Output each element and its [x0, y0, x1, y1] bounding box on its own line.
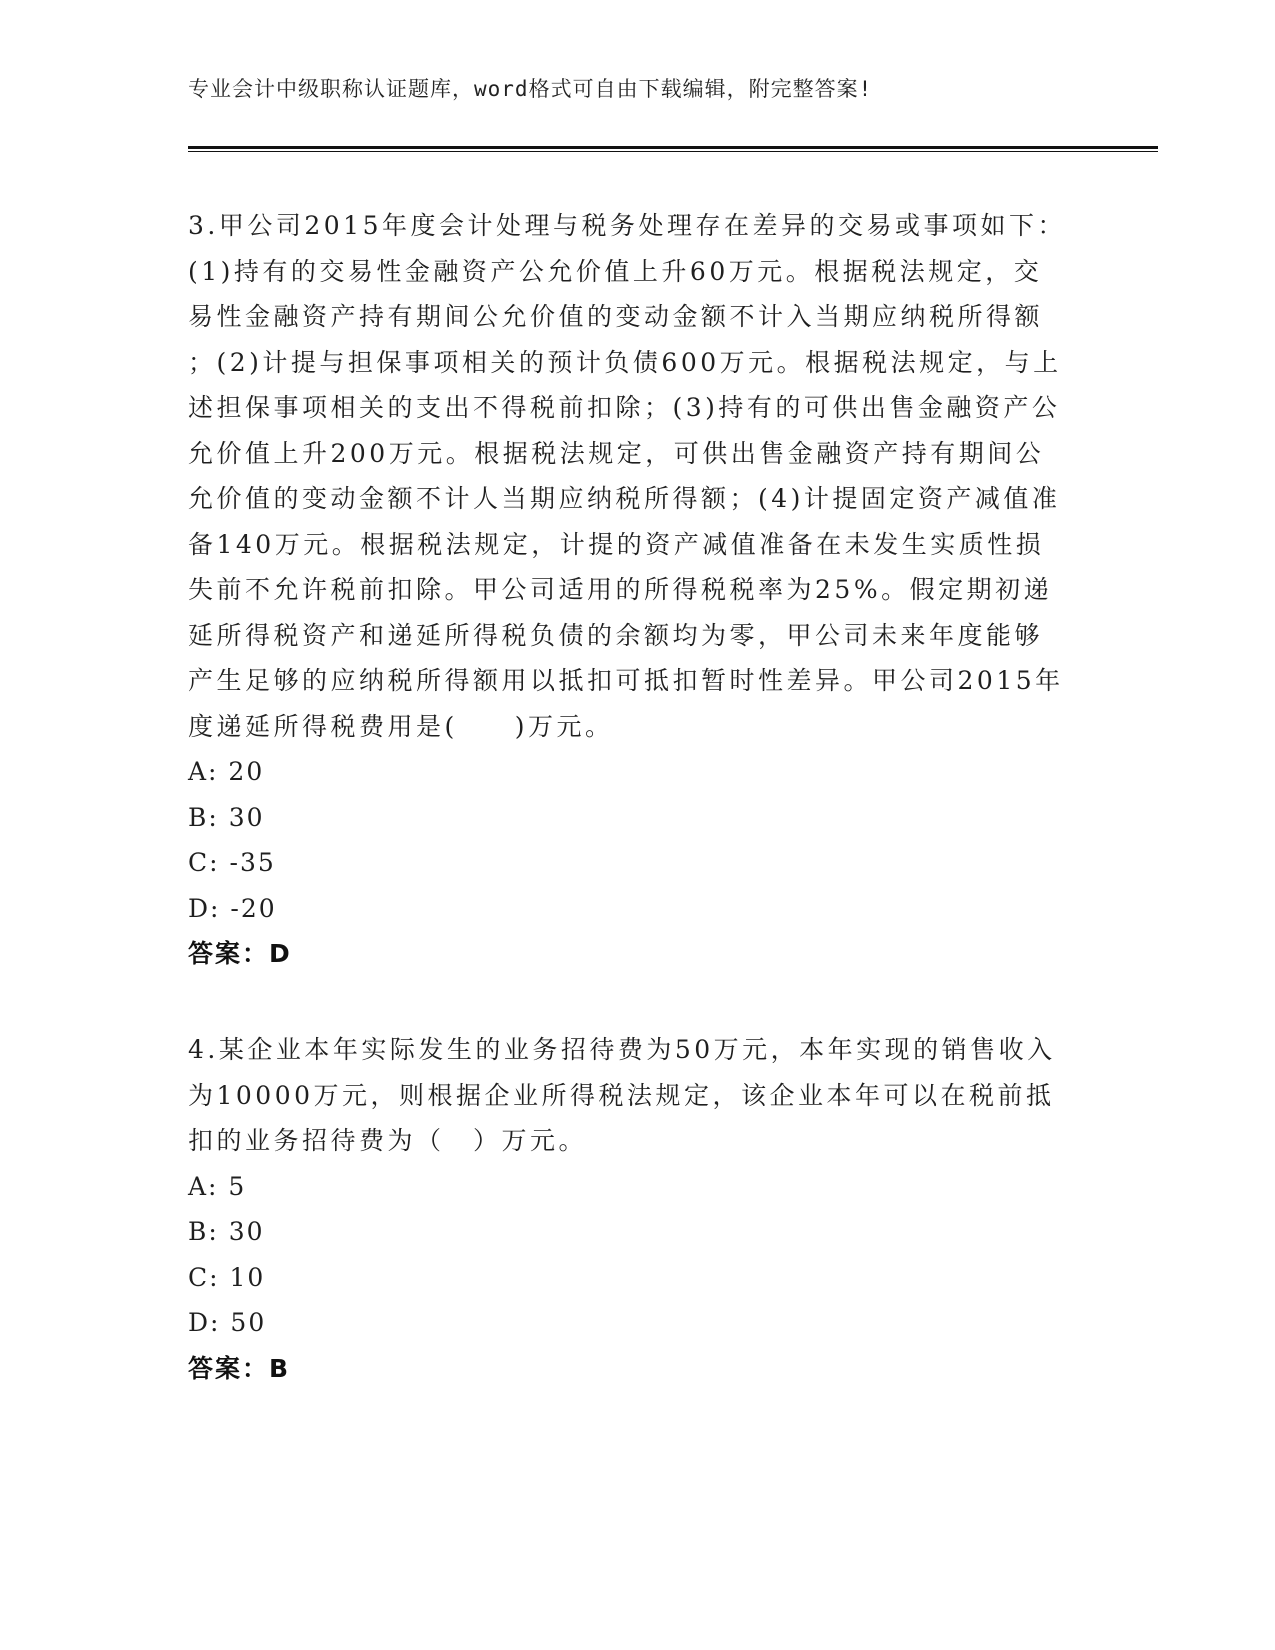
option-a: A: 20 — [188, 757, 265, 786]
option-b: B: 30 — [188, 802, 265, 832]
stem-line: (1)持有的交易性金融资产公允价值上升60万元。根据税法规定，交 — [188, 256, 1043, 286]
question-stem — [188, 203, 1088, 749]
stem-line: 允价值的变动金额不计人当期应纳税所得额；(4)计提固定资产减值准 — [188, 484, 1061, 513]
question-stem — [188, 1027, 1088, 1164]
stem-line: 失前不允许税前扣除。甲公司适用的所得税税率为25%。假定期初递 — [188, 575, 1053, 604]
option-d: D: -20 — [188, 893, 277, 923]
answer-label: 答案：D — [188, 939, 292, 968]
stem-line: 为10000万元，则根据企业所得税法规定，该企业本年可以在税前抵 — [188, 1080, 1055, 1110]
stem-line: 3.甲公司2015年度会计处理与税务处理存在差异的交易或事项如下： — [188, 211, 1066, 240]
stem-line: 扣的业务招待费为（ ）万元。 — [188, 1126, 588, 1155]
answer-label: 答案：B — [188, 1353, 291, 1383]
option-b: B: 30 — [188, 1217, 265, 1246]
question-4 — [188, 1027, 1088, 1391]
stem-line: 4.某企业本年实际发生的业务招待费为50万元，本年实现的销售收入 — [188, 1035, 1056, 1064]
stem-line: ；(2)计提与担保事项相关的预计负债600万元。根据税法规定，与上 — [188, 347, 1062, 377]
header-divider-thin — [188, 151, 1158, 152]
header-divider-thick — [188, 146, 1158, 149]
option-c: C: -35 — [188, 848, 276, 877]
stem-line: 延所得税资产和递延所得税负债的余额均为零，甲公司未来年度能够 — [188, 620, 1044, 650]
stem-line: 产生足够的应纳税所得额用以抵扣可抵扣暂时性差异。甲公司2015年 — [188, 666, 1064, 695]
option-list — [188, 749, 1088, 931]
stem-line: 允价值上升200万元。根据税法规定，可供出售金融资产持有期间公 — [188, 438, 1045, 468]
option-list — [188, 1164, 1088, 1346]
page-header: 专业会计中级职称认证题库，word格式可自由下载编辑，附完整答案! — [188, 77, 873, 101]
stem-line: 度递延所得税费用是( )万元。 — [188, 711, 614, 741]
option-c: C: 10 — [188, 1262, 266, 1292]
stem-line: 备140万元。根据税法规定，计提的资产减值准备在未发生实质性损 — [188, 529, 1045, 559]
stem-line: 易性金融资产持有期间公允价值的变动金额不计入当期应纳税所得额 — [188, 302, 1044, 331]
question-3 — [188, 203, 1088, 977]
option-d: D: 50 — [188, 1308, 267, 1337]
option-a: A: 5 — [188, 1171, 247, 1201]
stem-line: 述担保事项相关的支出不得税前扣除；(3)持有的可供出售金融资产公 — [188, 393, 1061, 422]
